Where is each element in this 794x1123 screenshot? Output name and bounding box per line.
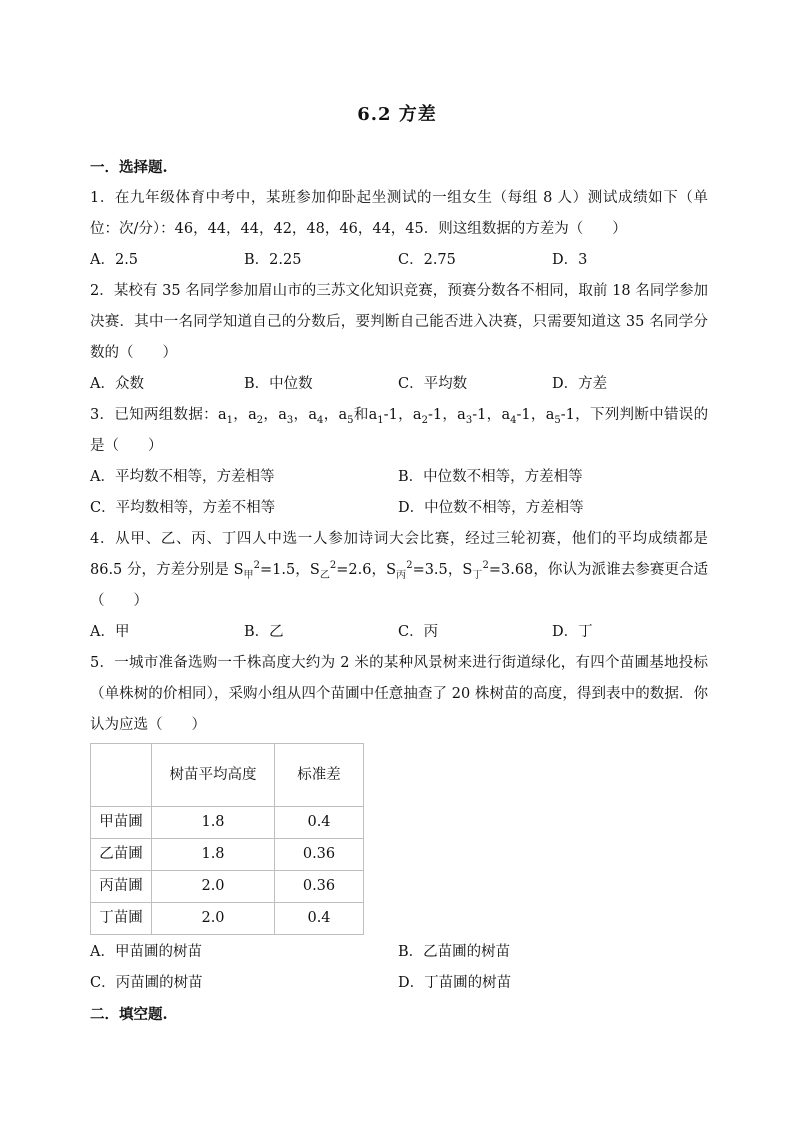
table-cell: 丁苗圃 (91, 903, 152, 935)
sub-bing: 丙 (396, 569, 407, 581)
q5-option-c: C．丙苗圃的树苗 (90, 975, 203, 991)
minus-one: -1 (472, 407, 487, 423)
table-row (91, 871, 364, 903)
comma: ， (397, 407, 413, 423)
table-cell: 0.4 (275, 807, 364, 839)
sub-1: 1 (226, 414, 233, 426)
var-s: S (462, 562, 473, 578)
var-a: a (217, 407, 227, 423)
q4-suffix: 你认为派谁去参赛更合适（ ） (90, 562, 709, 609)
table-cell: 2.0 (152, 903, 275, 935)
question-3-options-row-1 (90, 462, 708, 493)
q1-option-b: B．2.25 (244, 252, 302, 268)
q4-option-a: A．甲 (90, 624, 130, 640)
table-row (91, 839, 364, 871)
sub-3: 3 (465, 414, 473, 426)
minus-one: -1 (516, 407, 531, 423)
q5-option-b: B．乙苗圃的树苗 (398, 944, 511, 960)
table-cell: 0.36 (275, 871, 364, 903)
var-s: S (309, 562, 320, 578)
question-3-options-row-2 (90, 493, 708, 524)
comma: ， (530, 407, 546, 423)
sub-3: 3 (286, 414, 294, 426)
q3-option-c: C．平均数相等，方差不相等 (90, 500, 276, 516)
table-cell: 2.0 (152, 871, 275, 903)
var-a: a (412, 407, 422, 423)
table-header-cell: 树苗平均高度 (152, 744, 275, 807)
minus-one: -1 (427, 407, 443, 423)
table-cell: 1.8 (152, 807, 275, 839)
q3-option-a: A．平均数不相等，方差相等 (90, 469, 275, 485)
q2-option-d: D．方差 (552, 376, 608, 392)
sub-4: 4 (317, 414, 324, 426)
minus-one: -1 (560, 407, 575, 423)
q4-option-b: B．乙 (244, 624, 284, 640)
q3-option-d: D．中位数不相等，方差相等 (398, 500, 584, 516)
q2-option-a: A．众数 (90, 376, 144, 392)
q1-option-c: C．2.75 (398, 252, 456, 268)
question-2-text: 2．某校有 35 名同学参加眉山市的三苏文化知识竞赛，预赛分数各不相同，取前 18 名同学参加决赛．其中一名同学知道自己的分数后，要判断自己能否进入决赛，只需要知道这 35 名同学分数的（ ） (90, 283, 708, 361)
question-1-text: 1．在九年级体育中考中，某班参加仰卧起坐测试的一组女生（每组 8 人）测试成绩如下（单位：次/分）：46，44，44，42，48，46，44，45．则这组数据的方差为（ ） (90, 190, 708, 237)
q2-option-c: C．平均数 (398, 376, 468, 392)
question-1-options (90, 245, 708, 276)
table-row (91, 903, 364, 935)
q5-option-d: D．丁苗圃的树苗 (398, 975, 512, 991)
table-cell: 1.8 (152, 839, 275, 871)
variance-yi: =2.6， (336, 562, 387, 578)
table-cell: 乙苗圃 (91, 839, 152, 871)
sub-5: 5 (347, 414, 354, 426)
minus-one: -1 (383, 407, 398, 423)
variance-bing: =3.5， (412, 562, 463, 578)
var-a: a (338, 407, 348, 423)
table-cell: 0.4 (275, 903, 364, 935)
q1-option-d: D．3 (552, 252, 588, 268)
sub-5: 5 (554, 414, 561, 426)
question-5-options-row-2 (90, 968, 708, 999)
sup-2: 2 (329, 560, 337, 572)
sub-ding: 丁 (472, 569, 483, 581)
q4-option-d: D．丁 (552, 624, 593, 640)
sup-2: 2 (482, 560, 489, 572)
question-5-text: 5．一城市准备选购一千株高度大约为 2 米的某种风景树来进行街道绿化，有四个苗圃基地投标（单株树的价相同），采购小组从四个苗圃中任意抽查了 20 株树苗的高度，得到表中的数据．你认为应选（ ） (90, 655, 708, 733)
sub-jia: 甲 (243, 569, 254, 581)
table-header-cell (91, 744, 152, 807)
and-word: 和 (353, 407, 369, 423)
comma: ， (486, 407, 502, 423)
document-body (90, 152, 708, 1030)
sup-2: 2 (406, 560, 413, 572)
var-a: a (278, 407, 287, 423)
question-4-text (90, 524, 708, 617)
sub-yi: 乙 (319, 569, 330, 581)
section-heading-choice: 一．选择题. (90, 159, 168, 176)
table-row (91, 807, 364, 839)
comma: ， (323, 407, 339, 423)
question-4-options (90, 617, 708, 648)
comma: ， (232, 407, 249, 423)
variance-ding: =3.68， (488, 562, 548, 578)
sup-2: 2 (253, 560, 260, 572)
var-a: a (457, 407, 466, 423)
seedling-table (90, 743, 364, 935)
q3-option-b: B．中位数不相等，方差相等 (398, 469, 583, 485)
question-3-text (90, 400, 708, 462)
table-cell: 甲苗圃 (91, 807, 152, 839)
q1-option-a: A．2.5 (90, 252, 139, 268)
comma: ， (442, 407, 458, 423)
var-a: a (545, 407, 555, 423)
table-header-cell: 标准差 (275, 744, 364, 807)
q3-prefix: 3．已知两组数据： (90, 407, 218, 423)
sub-2: 2 (256, 414, 264, 426)
page-title: 6.2 方差 (357, 104, 437, 125)
comma: ， (263, 407, 279, 423)
var-a: a (501, 407, 511, 423)
question-2-options (90, 369, 708, 400)
var-s: S (233, 562, 244, 578)
section-heading-fill-in: 二．填空题. (90, 1006, 168, 1023)
question-5-options-row-1 (90, 937, 708, 968)
comma: ， (293, 407, 309, 423)
q3-suffix: ，下列判断中错误的是（ ） (90, 407, 709, 454)
var-a: a (368, 407, 378, 423)
table-cell: 丙苗圃 (91, 871, 152, 903)
sub-1: 1 (377, 414, 384, 426)
var-s: S (386, 562, 397, 578)
q4-option-c: C．丙 (398, 624, 439, 640)
sub-4: 4 (510, 414, 517, 426)
sub-2: 2 (421, 414, 428, 426)
table-header-row (91, 744, 364, 807)
variance-jia: =1.5， (260, 562, 310, 578)
table-cell: 0.36 (275, 839, 364, 871)
q4-prefix: 4．从甲、乙、丙、丁四人中选一人参加诗词大会比赛，经过三轮初赛，他们的平均成绩都是 86.5 分，方差分别是 (90, 531, 708, 578)
var-a: a (248, 407, 257, 423)
var-a: a (308, 407, 318, 423)
q2-option-b: B．中位数 (244, 376, 313, 392)
q5-option-a: A．甲苗圃的树苗 (90, 944, 202, 960)
